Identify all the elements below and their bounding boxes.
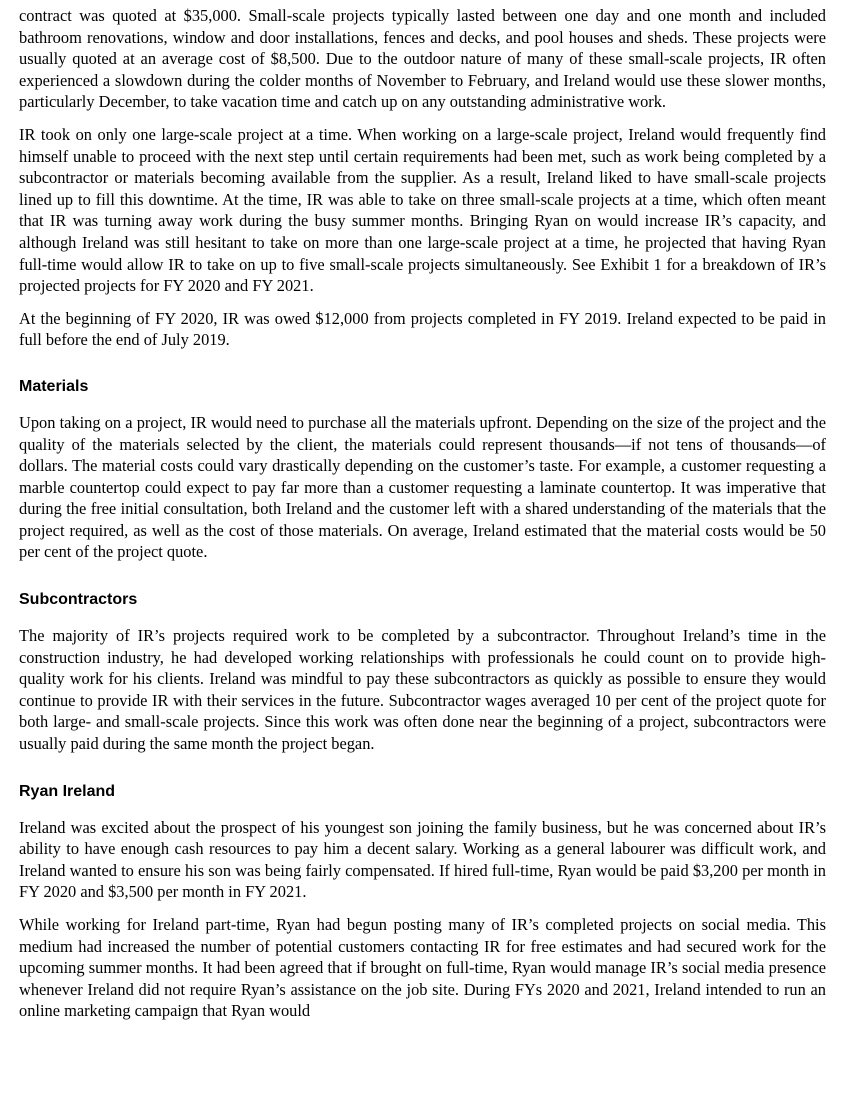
paragraph-ryan-salary: Ireland was excited about the prospect of his youngest son joining the family business, but he was concerned about IR’s ability to have enough cash resources to pay him a decent salary. Working as a general labourer was difficult work, and Ireland wanted to ensure his son was being fairly compensated. If hired full-time, Ryan would be paid $3,200 per month in FY 2020 and $3,500 per month in FY 2021.	[19, 817, 826, 902]
paragraph-receivables: At the beginning of FY 2020, IR was owed $12,000 from projects completed in FY 2019. Ireland expected to be paid in full before the end of July 2019.	[19, 308, 826, 350]
heading-ryan-ireland: Ryan Ireland	[19, 782, 116, 800]
paragraph-large-scale-projects: IR took on only one large-scale project at a time. When working on a large-scale project, Ireland would frequently find himself unable to proceed with the next step until certain requirements had been met, such as work being completed by a subcontractor or materials becoming available from the supplier. As a result, Ireland liked to have small-scale projects lined up to fill this downtime. At the time, IR was able to take on three small-scale projects at a time, which often meant that IR was turning away work during the busy summer months. Bringing Ryan on would increase IR’s capacity, and although Ireland was still hesitant to take on more than one large-scale project at a time, he projected that having Ryan full-time would allow IR to take on up to five small-scale projects simultaneously. See Exhibit 1 for a breakdown of IR’s projected projects for FY 2020 and FY 2021.	[19, 124, 826, 296]
heading-subcontractors: Subcontractors	[19, 591, 138, 609]
paragraph-materials: Upon taking on a project, IR would need to purchase all the materials upfront. Depending on the size of the project and the quality of the materials selected by the client, the materials could represent thousands—if not tens of thousands—of dollars. The material costs could vary drastically depending on the customer’s taste. For example, a customer requesting a marble countertop could expect to pay far more than a customer requesting a laminate countertop. It was imperative that during the free initial consultation, both Ireland and the customer left with a shared understanding of the materials that the project required, as well as the cost of those materials. On average, Ireland estimated that the material costs would be 50 per cent of the project quote.	[19, 412, 826, 562]
heading-materials: Materials	[19, 377, 89, 395]
document-page	[19, 5, 826, 1022]
paragraph-ryan-social-media: While working for Ireland part-time, Ryan had begun posting many of IR’s completed projects on social media. This medium had increased the number of potential customers contacting IR for free estimates and had secured work for the upcoming summer months. It had been agreed that if brought on full-time, Ryan would manage IR’s social media presence whenever Ireland did not require Ryan’s assistance on the job site. During FYs 2020 and 2021, Ireland intended to run an online marketing campaign that Ryan would	[19, 915, 826, 1021]
paragraph-small-scale-projects: contract was quoted at $35,000. Small-scale projects typically lasted between one day and one month and included bathroom renovations, window and door installations, fences and decks, and pool houses and sheds. These projects were usually quoted at an average cost of $8,500. Due to the outdoor nature of many of these small-scale projects, IR often experienced a slowdown during the colder months of November to February, and Ireland would use these slower months, particularly December, to take vacation time and catch up on any outstanding administrative work.	[19, 6, 826, 112]
paragraph-subcontractors: The majority of IR’s projects required work to be completed by a subcontractor. Throughout Ireland’s time in the construction industry, he had developed working relationships with professionals he could count on to provide high-quality work for his clients. Ireland was mindful to pay these subcontractors as quickly as possible to ensure they would continue to provide IR with their services in the future. Subcontractor wages averaged 10 per cent of the project quote for both large- and small-scale projects. Since this work was often done near the beginning of a project, subcontractors were usually paid during the same month the project began.	[19, 626, 826, 754]
